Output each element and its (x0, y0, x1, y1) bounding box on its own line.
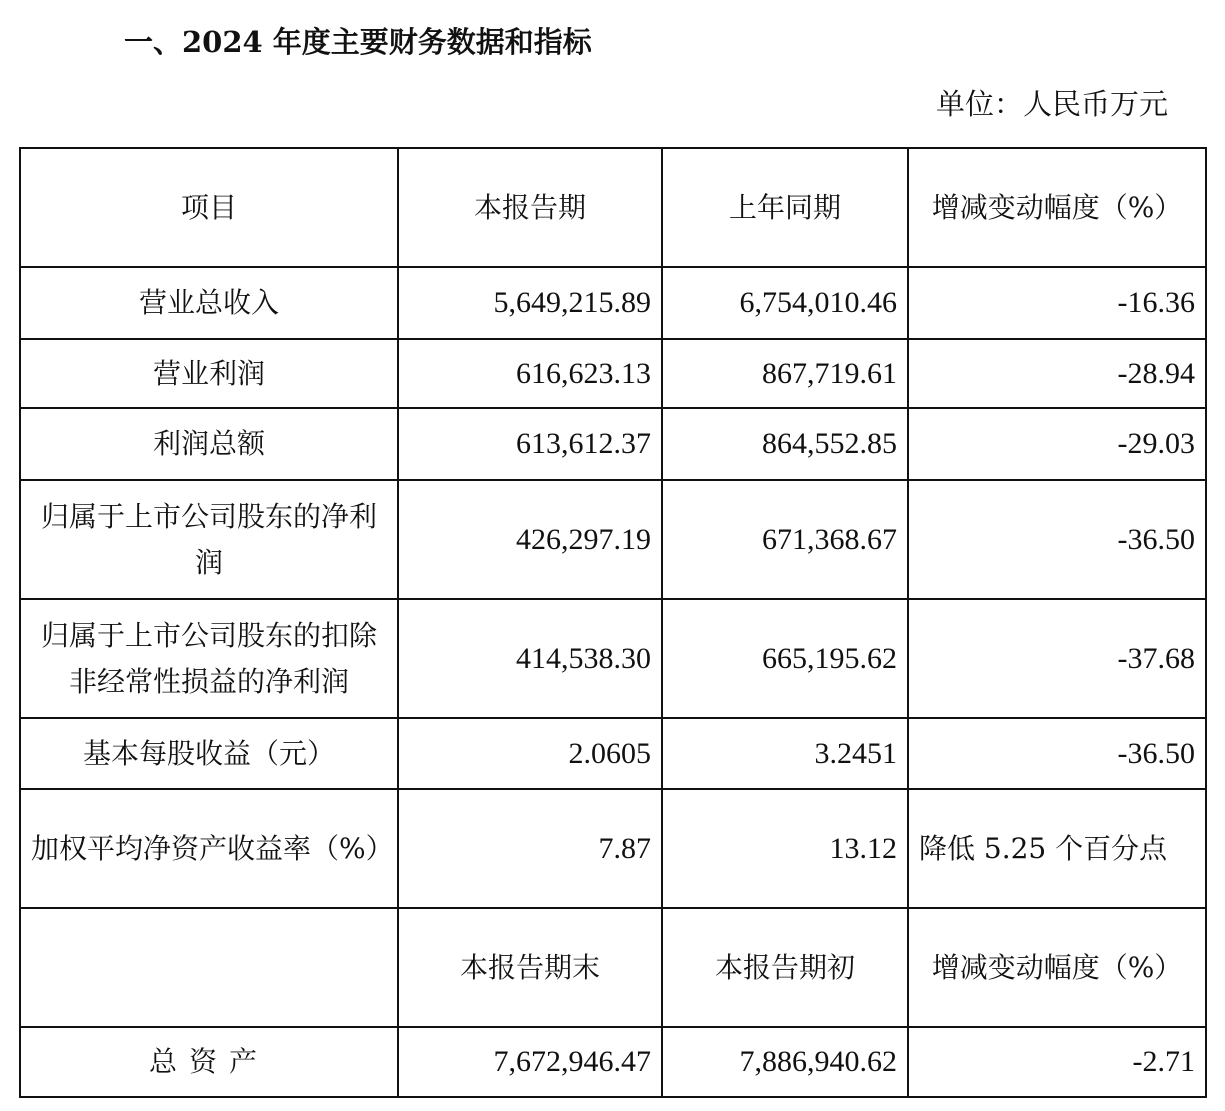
period-begin-value: 7,886,940.62 (662, 1027, 908, 1097)
table-row (20, 599, 1206, 718)
table-header-row (20, 148, 1206, 267)
header-change: 增减变动幅度（%） (908, 908, 1206, 1027)
change-value: -16.36 (908, 267, 1206, 339)
table-row (20, 1027, 1206, 1097)
prior-value: 864,552.85 (662, 408, 908, 480)
row-label: 加权平均净资产收益率（%） (20, 789, 398, 908)
table-header-row (20, 908, 1206, 1027)
row-label: 基本每股收益（元） (20, 718, 398, 789)
row-label: 归属于上市公司股东的扣除非经常性损益的净利润 (20, 599, 398, 718)
row-label: 总资产 (20, 1027, 398, 1097)
change-text: 降低 5.25 个百分点 (908, 789, 1206, 908)
row-label: 营业利润 (20, 339, 398, 408)
header-item-blank (20, 908, 398, 1027)
table-row (20, 480, 1206, 599)
current-value: 2.0605 (398, 718, 662, 789)
prior-value: 3.2451 (662, 718, 908, 789)
header-prior-period: 上年同期 (662, 148, 908, 267)
prior-value: 867,719.61 (662, 339, 908, 408)
table-row (20, 339, 1206, 408)
current-value: 426,297.19 (398, 480, 662, 599)
table-row (20, 789, 1206, 908)
table-row (20, 408, 1206, 480)
unit-label: 单位：人民币万元 (935, 87, 1168, 121)
change-value: -36.50 (908, 718, 1206, 789)
section-title: 一、2024 年度主要财务数据和指标 (124, 25, 592, 59)
change-value: -2.71 (908, 1027, 1206, 1097)
header-current-period: 本报告期 (398, 148, 662, 267)
change-value: -29.03 (908, 408, 1206, 480)
current-value: 616,623.13 (398, 339, 662, 408)
change-value: -36.50 (908, 480, 1206, 599)
table-row (20, 267, 1206, 339)
header-change: 增减变动幅度（%） (908, 148, 1206, 267)
header-item: 项目 (20, 148, 398, 267)
financial-data-table (19, 147, 1207, 1098)
prior-value: 665,195.62 (662, 599, 908, 718)
table-row (20, 718, 1206, 789)
change-value: -28.94 (908, 339, 1206, 408)
current-value: 5,649,215.89 (398, 267, 662, 339)
current-value: 7.87 (398, 789, 662, 908)
period-end-value: 7,672,946.47 (398, 1027, 662, 1097)
header-period-end: 本报告期末 (398, 908, 662, 1027)
prior-value: 6,754,010.46 (662, 267, 908, 339)
row-label: 营业总收入 (20, 267, 398, 339)
row-label: 归属于上市公司股东的净利润 (20, 480, 398, 599)
change-value: -37.68 (908, 599, 1206, 718)
prior-value: 671,368.67 (662, 480, 908, 599)
header-period-begin: 本报告期初 (662, 908, 908, 1027)
prior-value: 13.12 (662, 789, 908, 908)
current-value: 414,538.30 (398, 599, 662, 718)
current-value: 613,612.37 (398, 408, 662, 480)
row-label: 利润总额 (20, 408, 398, 480)
